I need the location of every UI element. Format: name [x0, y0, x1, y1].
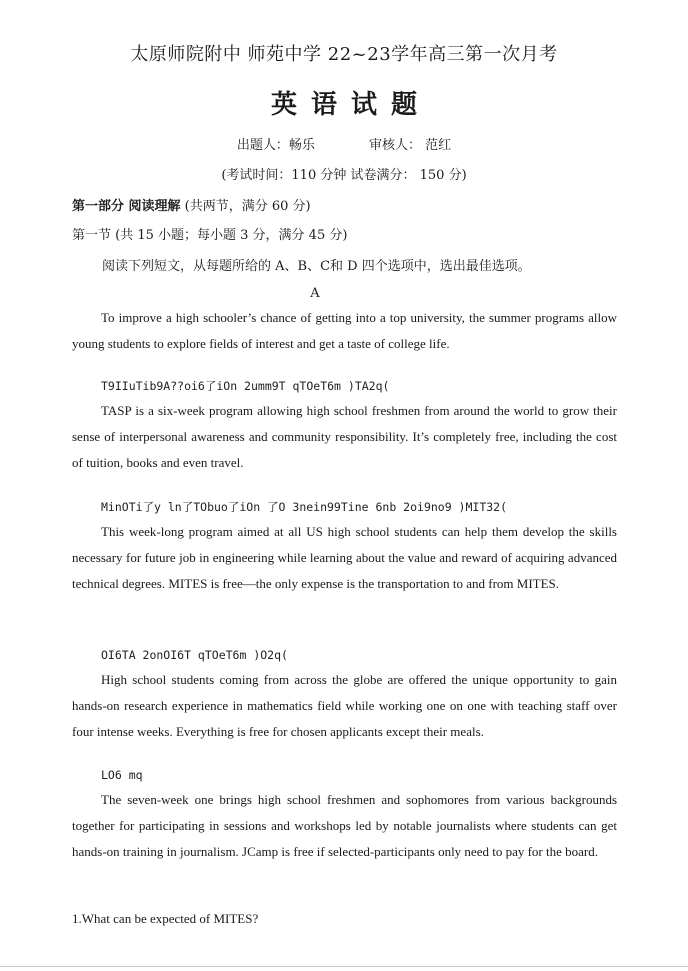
- program-paragraph-3: High school students coming from across the globe are offered the unique opportunity to gain hands-on research experience in mathematics field while working one on one with teaching staff over four intense weeks. Everything is free for chosen applicants except their meals.: [72, 672, 617, 739]
- program-heading-1: T9IIuTib9A??oi6了iOn 2umm9T qTOeT6m )TA2q(: [101, 379, 390, 393]
- exam-subject-title: 英语试题: [270, 90, 431, 120]
- section-heading: 第一节 (共 15 小题；每小题 3 分，满分 45 分): [72, 228, 348, 243]
- part-heading-bold: 第一部分 阅读理解: [72, 199, 181, 214]
- passage-label: A: [310, 286, 320, 301]
- page-bottom-divider: [0, 966, 688, 967]
- program-paragraph-4: The seven-week one brings high school freshmen and sophomores from various backgrounds together for participating in sessions and workshops led by notable journalists where students can get hands-on training in journalism. JCamp is free if selected-participants only need to pay for the board.: [72, 792, 617, 859]
- author-label: 出题人：畅乐: [236, 138, 315, 153]
- reviewer-label: 审核人： 范红: [368, 138, 452, 153]
- program-paragraph-2: This week-long program aimed at all US high school students can help them develop the skills necessary for future job in engineering while learning about the value and reward of acquiring advanced technical degrees. MITES is free—the only expense is the transportation to and from MITES.: [72, 524, 617, 591]
- part-heading-detail: (共两节，满分 60 分): [180, 199, 311, 214]
- program-heading-3: OI6TA 2onOI6T qTOeT6m )O2q(: [101, 648, 288, 662]
- program-heading-2: MinOTi了y ln了TObuo了iOn 了O 3nein99Tine 6nb 2oi9no9 )MIT32(: [101, 500, 508, 514]
- part-heading: [72, 195, 311, 214]
- instructions: 阅读下列短文，从每题所给的 A、B、C和 D 四个选项中，选出最佳选项。: [102, 259, 531, 274]
- exam-authors: [0, 134, 688, 153]
- exam-time-info: (考试时间：110 分钟 试卷满分： 150 分): [221, 168, 467, 183]
- exam-school-title: 太原师院附中 师苑中学 22~23学年高三第一次月考: [130, 44, 558, 65]
- program-heading-4: LO6 mq: [101, 768, 143, 782]
- passage-intro: To improve a high schooler’s chance of getting into a top university, the summer programs allow young students to explore fields of interest and get a taste of college life.: [72, 310, 617, 351]
- question-1: 1.What can be expected of MITES?: [72, 911, 259, 926]
- program-paragraph-1: TASP is a six-week program allowing high school freshmen from around the world to grow their sense of interpersonal awareness and community responsibility. It’s completely free, including the cost of tuition, books and even travel.: [72, 403, 617, 470]
